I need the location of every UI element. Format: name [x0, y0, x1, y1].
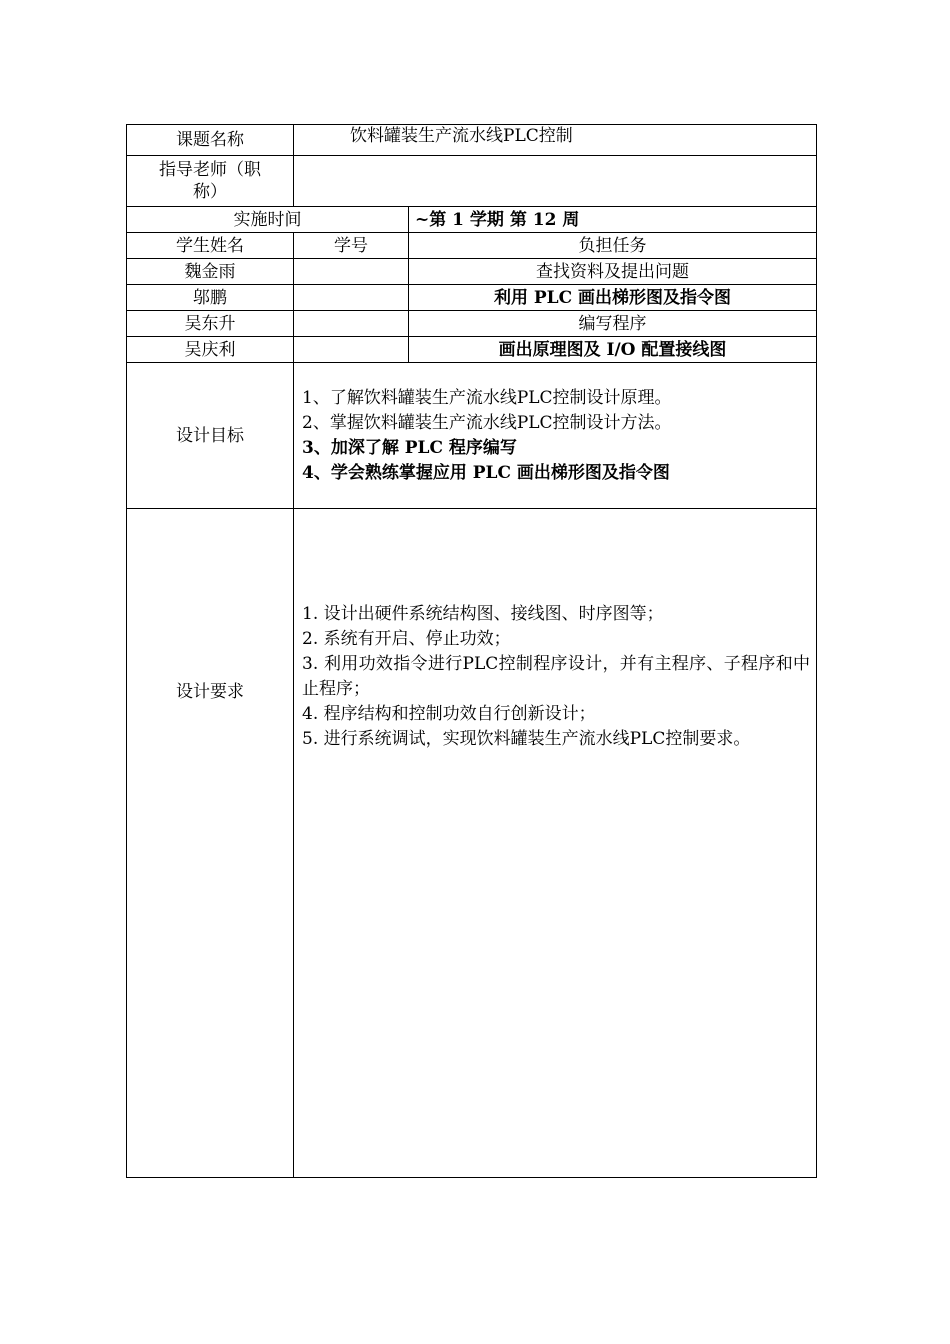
student-row: [127, 259, 817, 285]
time-row: [127, 207, 817, 233]
student-task: 查找资料及提出问题: [409, 259, 817, 285]
student-id: [294, 337, 409, 363]
student-header-row: [127, 233, 817, 259]
topic-value: 饮料罐装生产流水线PLC控制: [294, 125, 817, 156]
student-task: 编写程序: [409, 311, 817, 337]
goal-item: 3、加深了解 PLC 程序编写: [302, 437, 517, 458]
requirements-cell: [294, 509, 817, 1178]
student-task: 利用 PLC 画出梯形图及指令图: [409, 285, 817, 311]
time-value: ~第 1 学期 第 12 周: [409, 207, 817, 233]
project-form-table: [126, 124, 817, 1178]
student-name: 吴东升: [127, 311, 294, 337]
header-task: 负担任务: [409, 233, 817, 259]
requirement-item: 1. 设计出硬件系统结构图、接线图、时序图等；: [302, 604, 664, 624]
student-name: 邬鹏: [127, 285, 294, 311]
topic-row: [127, 125, 817, 156]
topic-label: 课题名称: [127, 125, 294, 156]
time-label: 实施时间: [127, 207, 409, 233]
goal-item: 1、了解饮料罐装生产流水线PLC控制设计原理。: [302, 387, 672, 408]
goals-row: [127, 363, 817, 509]
goal-item: 2、掌握饮料罐装生产流水线PLC控制设计方法。: [302, 412, 672, 433]
advisor-value: [294, 156, 817, 207]
goals-cell: [294, 363, 817, 509]
student-name: 魏金雨: [127, 259, 294, 285]
advisor-row: [127, 156, 817, 207]
student-name: 吴庆利: [127, 337, 294, 363]
advisor-label: 指导老师（职称）: [127, 156, 294, 207]
goals-label: 设计目标: [127, 363, 294, 509]
student-row: [127, 337, 817, 363]
requirements-row: [127, 509, 817, 1178]
student-row: [127, 285, 817, 311]
header-student-name: 学生姓名: [127, 233, 294, 259]
student-id: [294, 285, 409, 311]
student-id: [294, 311, 409, 337]
requirement-item: 4. 程序结构和控制功效自行创新设计；: [302, 704, 596, 724]
requirement-item: 5. 进行系统调试，实现饮料罐装生产流水线PLC控制要求。: [302, 729, 751, 749]
student-id: [294, 259, 409, 285]
student-task: 画出原理图及 I/O 配置接线图: [409, 337, 817, 363]
requirements-label: 设计要求: [127, 509, 294, 1178]
header-student-id: 学号: [294, 233, 409, 259]
requirement-item: 3. 利用功效指令进行PLC控制程序设计，并有主程序、子程序和中止程序；: [302, 654, 811, 699]
goal-item: 4、学会熟练掌握应用 PLC 画出梯形图及指令图: [302, 462, 670, 483]
student-row: [127, 311, 817, 337]
requirement-item: 2. 系统有开启、停止功效；: [302, 629, 511, 649]
goals-list: [302, 386, 810, 486]
